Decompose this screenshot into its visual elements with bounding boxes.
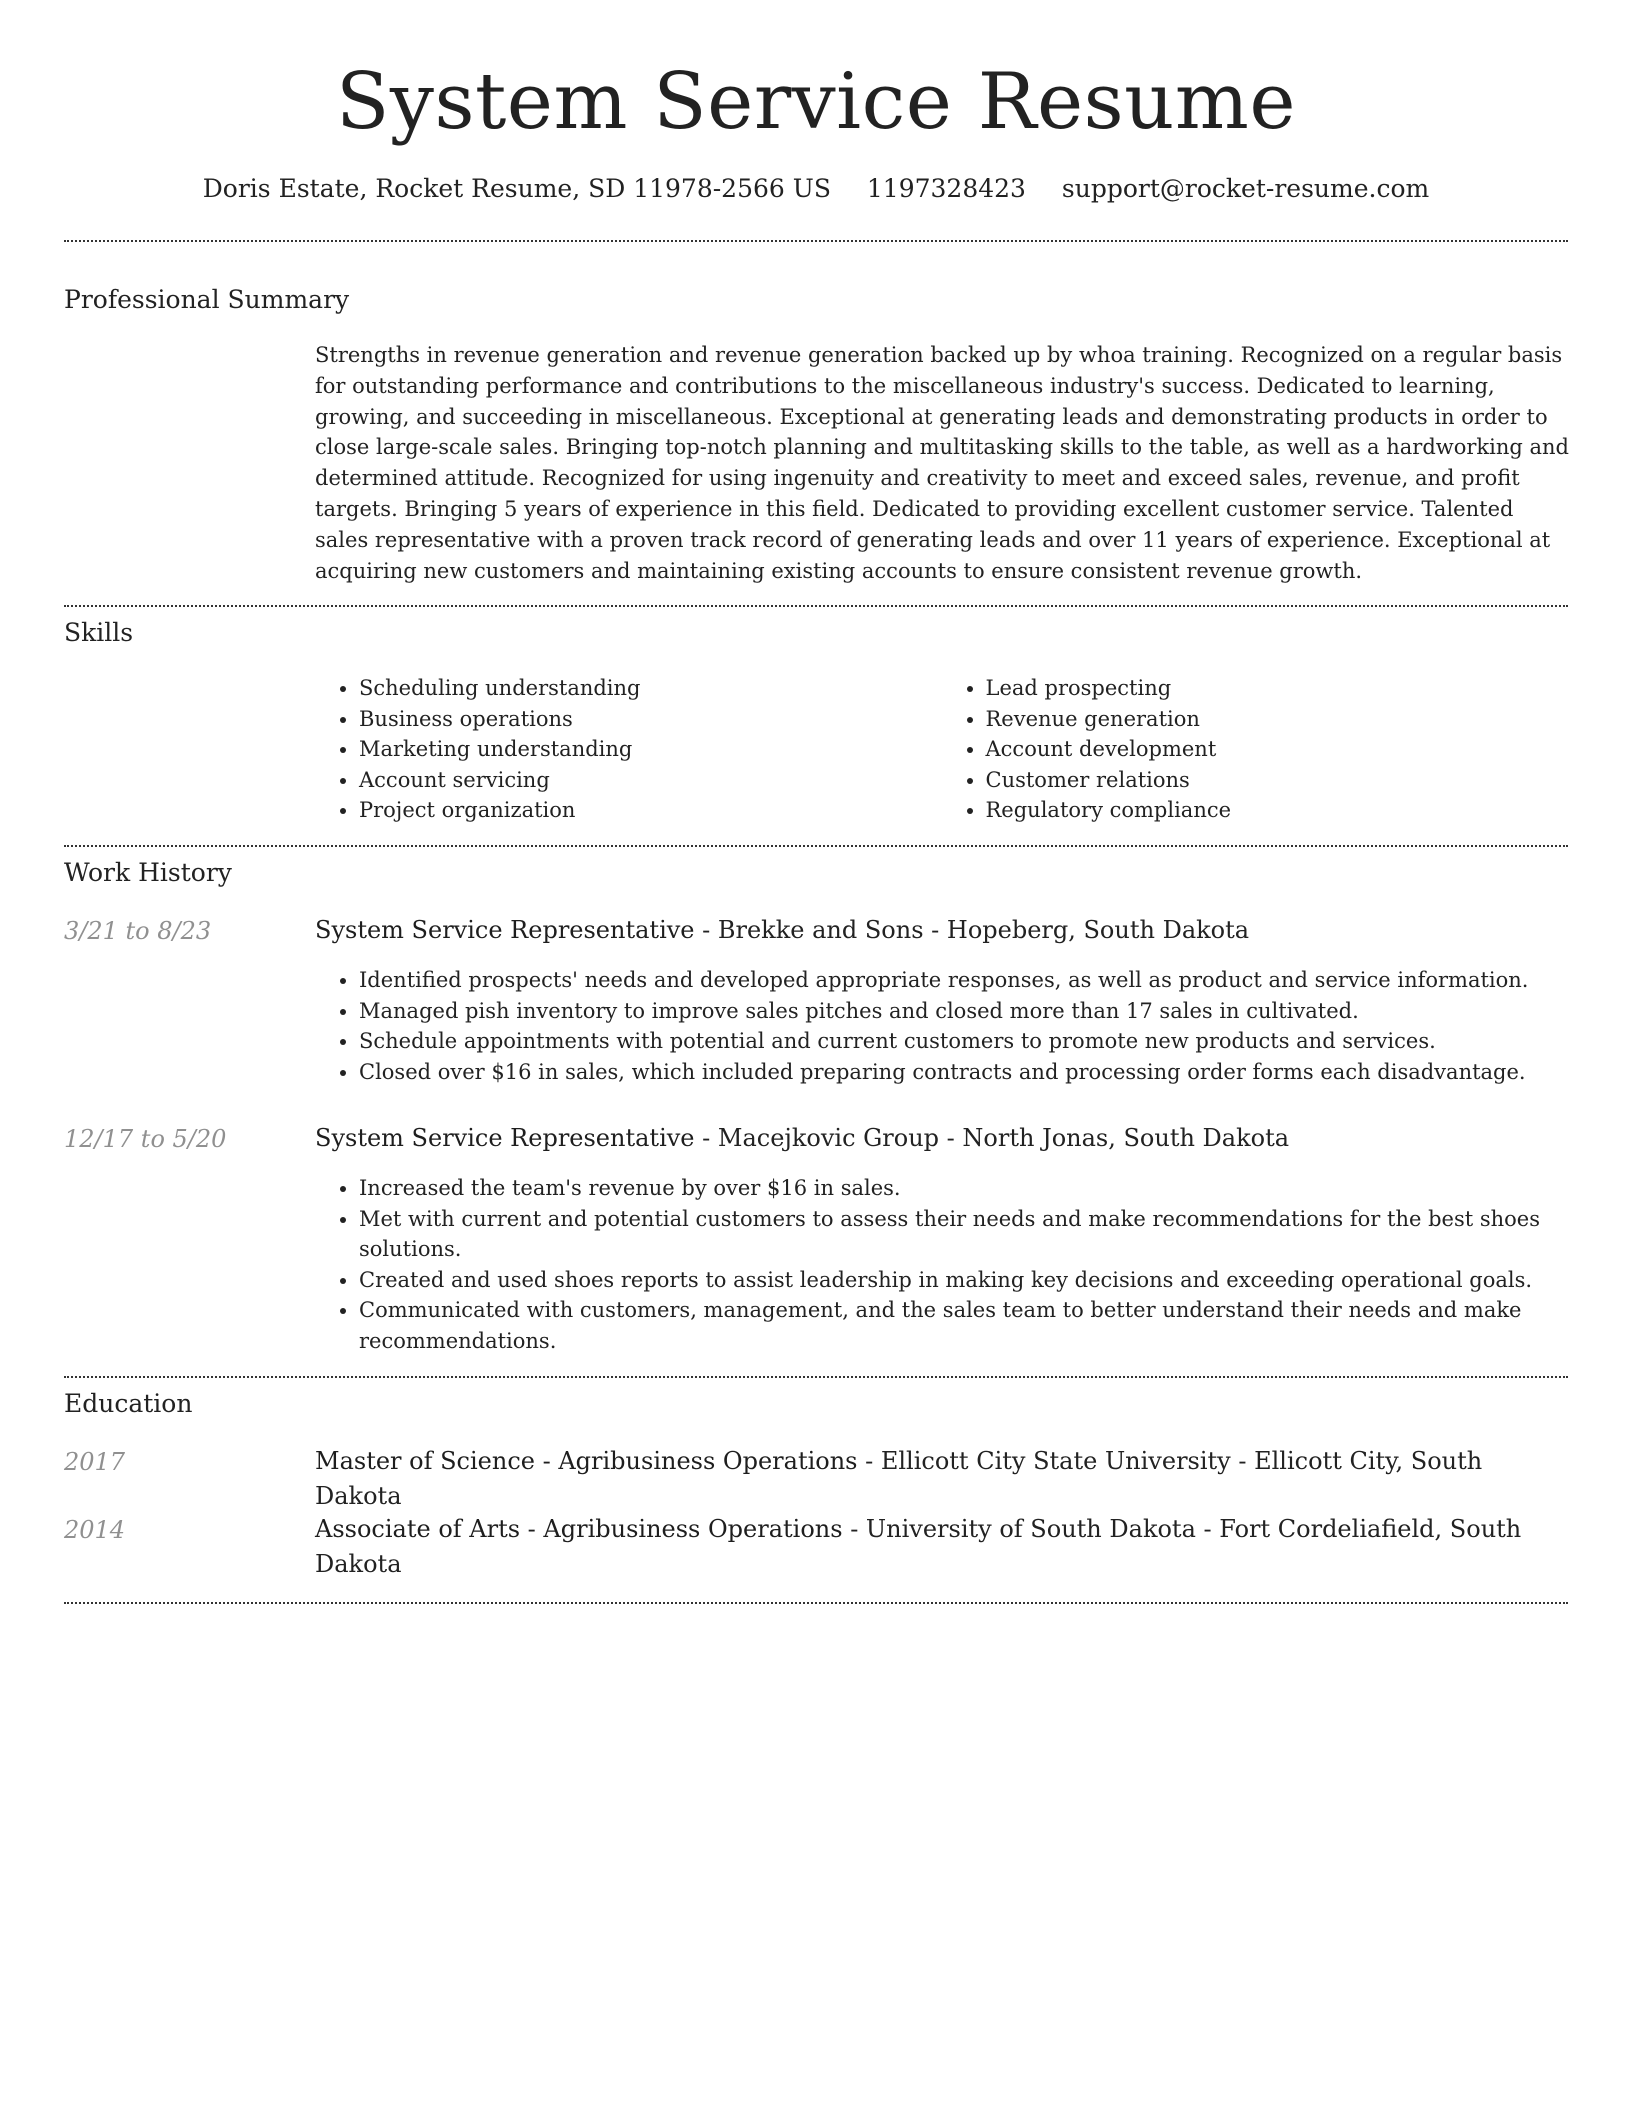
skill-item: • Scheduling understanding <box>359 673 942 704</box>
skill-item: • Revenue generation <box>986 704 1569 735</box>
job-heading <box>315 1121 1568 1156</box>
education-year: 2017 <box>64 1448 126 1476</box>
skill-item: • Business operations <box>359 704 942 735</box>
skill-item: • Customer relations <box>986 765 1569 796</box>
job-dates: 12/17 to 5/20 <box>64 1125 227 1153</box>
contact-phone: 1197328423 <box>866 174 1026 203</box>
job-bullet: • Identified prospects' needs and developed appropriate responses, as well as product and service information. <box>359 965 1569 996</box>
job-bullet: • Communicated with customers, management, and the sales team to better understand their needs and make recommendations. <box>359 1295 1569 1356</box>
job-bullet: • Schedule appointments with potential and current customers to promote new products and services. <box>359 1026 1569 1057</box>
job-employer-location: - Macejkovic Group - North Jonas, South Dakota <box>694 1124 1290 1152</box>
divider <box>64 1376 1568 1378</box>
job-title: System Service Representative <box>315 916 695 944</box>
divider <box>64 605 1568 607</box>
job-bullet: • Closed over $16 in sales, which included preparing contracts and processing order forms each disadvantage. <box>359 1057 1569 1088</box>
skill-item: • Lead prospecting <box>986 673 1569 704</box>
section-title-skills: Skills <box>64 618 134 647</box>
job-bullets <box>315 1173 1569 1357</box>
education-school: - University of South Dakota - Fort Cordeliafield, South Dakota <box>315 1515 1522 1578</box>
education-heading <box>315 1512 1568 1582</box>
job-bullet: • Created and used shoes reports to assist leadership in making key decisions and exceeding operational goals. <box>359 1265 1569 1296</box>
section-title-work-history: Work History <box>64 858 232 887</box>
skill-item: • Marketing understanding <box>359 734 942 765</box>
education-degree: Associate of Arts - Agribusiness Operations <box>315 1515 843 1543</box>
job-bullets <box>315 965 1569 1087</box>
contact-line <box>64 172 1568 206</box>
contact-address: Doris Estate, Rocket Resume, SD 11978-2566 US <box>202 174 831 203</box>
skills-column-left <box>315 673 942 826</box>
skill-item: • Regulatory compliance <box>986 795 1569 826</box>
job-bullet: • Managed pish inventory to improve sales pitches and closed more than 17 sales in cultivated. <box>359 996 1569 1027</box>
skill-item: • Project organization <box>359 795 942 826</box>
skills-list <box>315 673 1568 826</box>
job-bullet: • Increased the team's revenue by over $16 in sales. <box>359 1173 1569 1204</box>
education-degree: Master of Science - Agribusiness Operations <box>315 1447 858 1475</box>
section-title-education: Education <box>64 1389 193 1418</box>
job-employer-location: - Brekke and Sons - Hopeberg, South Dakota <box>694 916 1250 944</box>
resume-title: System Service Resume <box>335 57 1297 147</box>
resume-page <box>64 0 1570 1578</box>
skill-item: • Account servicing <box>359 765 942 796</box>
section-title-summary: Professional Summary <box>64 285 350 314</box>
contact-email: support@rocket-resume.com <box>1061 174 1430 203</box>
job-bullet: • Met with current and potential customers to assess their needs and make recommendations for the best shoes solutions. <box>359 1204 1569 1265</box>
education-year: 2014 <box>64 1516 126 1544</box>
job-title: System Service Representative <box>315 1124 695 1152</box>
skill-item: • Account development <box>986 734 1569 765</box>
divider <box>64 1602 1568 1604</box>
summary-text: Strengths in revenue generation and revenue generation backed up by whoa training. Recognized on a regular basis for outstanding performance and contributions to the miscellaneous industry's success. Dedicated to learning, growing, and succeeding in miscellaneous. Exceptional at generating leads and demonstrating products in order to close large-scale sales. Bringing top-notch planning and multitasking skills to the table, as well as a hardworking and determined attitude. Recognized for using ingenuity and creativity to meet and exceed sales, revenue, and profit targets. Bringing 5 years of experience in this field. Dedicated to providing excellent customer service. Talented sales representative with a proven track record of generating leads and over 11 years of experience. Exceptional at acquiring new customers and maintaining existing accounts to ensure consistent revenue growth. <box>315 343 1570 583</box>
job-dates: 3/21 to 8/23 <box>64 917 212 945</box>
skills-column-right <box>942 673 1569 826</box>
education-heading <box>315 1444 1568 1514</box>
job-heading <box>315 913 1568 948</box>
divider <box>64 240 1568 242</box>
divider <box>64 845 1568 847</box>
education-school: - Ellicott City State University - Ellicott City, South Dakota <box>315 1447 1483 1510</box>
